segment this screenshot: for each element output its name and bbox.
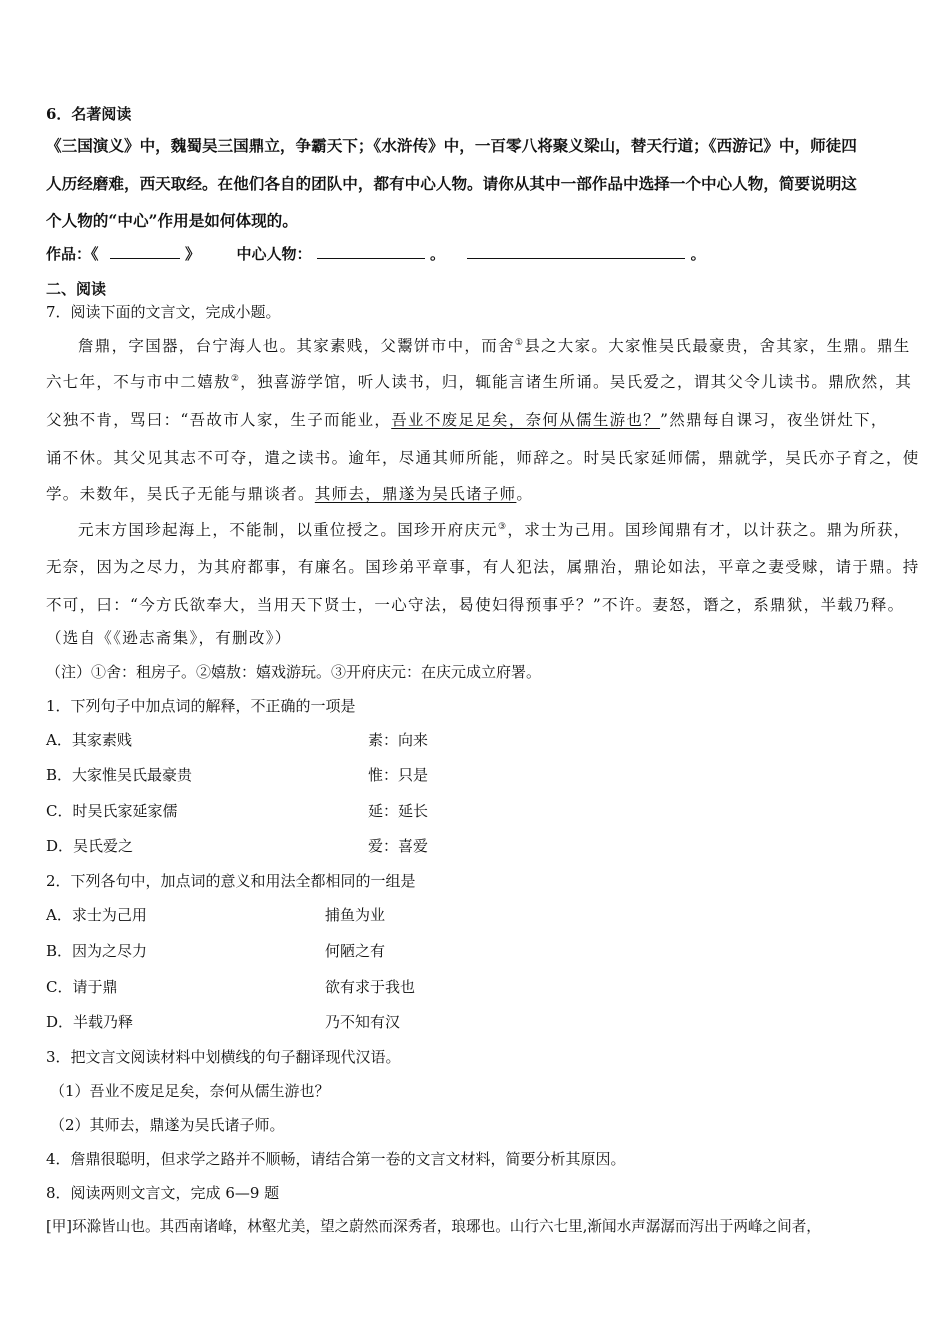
option-text: 因为之尽力 bbox=[72, 942, 148, 960]
sub3-sentence-1: （1）吾业不废足足矣，奈何从儒生游也？ bbox=[50, 1082, 330, 1100]
sub1-option-a[interactable] bbox=[46, 730, 906, 750]
sub2-option-b[interactable] bbox=[46, 941, 906, 961]
option-gloss: 惟：只是 bbox=[368, 766, 429, 784]
text: 元末方国珍起海上，不能制，以重位授之。国珍开府庆元 bbox=[78, 521, 499, 539]
passage-p1-line4: 诵不休。其父见其志不可夺，遣之读书。逾年，尽通其师所能，师辞之。时吴氏家延师儒，鼎就学，吴氏亦子育之，使 bbox=[46, 449, 920, 467]
option-text: 其家素贱 bbox=[71, 731, 132, 749]
period-2: 。 bbox=[690, 245, 706, 263]
passage-p2-line1 bbox=[78, 520, 911, 540]
text: 县之大家。大家惟吴氏最豪贵，舍其家，生鼎。鼎生 bbox=[524, 337, 911, 355]
text: 詹鼎，字国器，台宁海人也。其家素贱，父鬻饼市中，而舍 bbox=[78, 337, 515, 355]
passage-p1-line1 bbox=[78, 336, 911, 356]
sub3-question: 3．把文言文阅读材料中划横线的句子翻译现代汉语。 bbox=[46, 1048, 401, 1066]
sub2-option-d[interactable] bbox=[46, 1012, 906, 1032]
option-gloss: 延：延长 bbox=[368, 802, 429, 820]
option-label: D． bbox=[46, 837, 74, 855]
passage-p2-line2: 无奈，因为之尽力，为其府都事，有廉名。国珍弟平章事，有人犯法，属鼎治，鼎论如法，平章之妻受赇，请于鼎。持 bbox=[46, 558, 920, 576]
q6-prompt-line2: 人历经磨难，西天取经。在他们各自的团队中，都有中心人物。请你从其中一部作品中选择一个中心人物，简要说明这 bbox=[46, 174, 857, 193]
option-text: 吴氏爱之 bbox=[73, 837, 134, 855]
option-text: 大家惟吴氏最豪贵 bbox=[72, 766, 193, 784]
option-label: C． bbox=[46, 978, 73, 996]
option-text: 时吴氏家延家儒 bbox=[72, 802, 178, 820]
text: 六七年，不与市中二嬉敖 bbox=[46, 373, 231, 391]
sub1-option-d[interactable] bbox=[46, 836, 906, 856]
text: ，独喜游学馆，听人读书，归，辄能言诸生所诵。吴氏爱之，谓其父令儿读书。鼎欣然，其 bbox=[240, 373, 913, 391]
option-text: 请于鼎 bbox=[72, 978, 118, 996]
option-pair: 乃不知有汉 bbox=[325, 1013, 401, 1031]
option-pair: 何陋之有 bbox=[325, 942, 386, 960]
sub2-option-a[interactable] bbox=[46, 905, 906, 925]
text: 父独不肯，骂曰：“吾故市人家，生子而能业， bbox=[46, 411, 392, 429]
option-label: C． bbox=[46, 802, 73, 820]
work-blank[interactable] bbox=[110, 244, 180, 259]
passage-notes: （注）①舍：租房子。②嬉敖：嬉戏游玩。③开府庆元：在庆元成立府署。 bbox=[46, 663, 542, 681]
sub2-question: 2．下列各句中，加点词的意义和用法全都相同的一组是 bbox=[46, 872, 416, 890]
option-label: D． bbox=[46, 1013, 74, 1031]
q6-prompt-line1: 《三国演义》中，魏蜀吴三国鼎立，争霸天下；《水浒传》中，一百零八将聚义梁山，替天行道；《西游记》中，师徒四 bbox=[46, 136, 857, 155]
passage-p1-line5 bbox=[46, 484, 533, 504]
sub1-option-b[interactable] bbox=[46, 765, 906, 785]
q8-intro: 8．阅读两则文言文，完成 6—9 题 bbox=[46, 1184, 280, 1202]
option-text: 求士为己用 bbox=[71, 906, 147, 924]
passage-p2-line3: 不可，曰：“今方氏欲奉大，当用天下贤士，一心守法，曷使妇得预事乎？”不许。妻怒，谮之，系鼎狱，半载乃释。 bbox=[46, 596, 905, 614]
work-label: 作品：《 bbox=[46, 245, 99, 263]
text: ”然鼎每自课习，夜坐饼灶下， bbox=[660, 411, 888, 429]
passage-p1-line2 bbox=[46, 372, 912, 392]
option-text: 半载乃释 bbox=[73, 1013, 134, 1031]
option-gloss: 爱：喜爱 bbox=[368, 837, 429, 855]
q6-prompt-line3: 个人物的“中心”作用是如何体现的。 bbox=[46, 211, 298, 230]
sub1-question: 1．下列句子中加点词的解释，不正确的一项是 bbox=[46, 697, 356, 715]
center-person-label: 中心人物： bbox=[236, 245, 312, 263]
q6-heading: 6．名著阅读 bbox=[46, 105, 132, 123]
underlined-sentence-1: 吾业不废足足矣，奈何从儒生游也？ bbox=[391, 411, 661, 429]
text: 。 bbox=[516, 485, 534, 503]
option-label: B． bbox=[46, 766, 73, 784]
sub4-question: 4．詹鼎很聪明，但求学之路并不顺畅，请结合第一卷的文言文材料，简要分析其原因。 bbox=[46, 1150, 626, 1168]
text: 学。未数年，吴氏子无能与鼎谈者。 bbox=[46, 485, 315, 503]
explanation-blank[interactable] bbox=[467, 244, 685, 259]
sub3-sentence-2: （2）其师去，鼎遂为吴氏诸子师。 bbox=[50, 1116, 285, 1134]
underlined-sentence-2: 其师去，鼎遂为吴氏诸子师 bbox=[314, 485, 517, 503]
q8-passage-jia: [甲]环滁皆山也。其西南诸峰，林壑尤美，望之蔚然而深秀者，琅琊也。山行六七里,渐闻水声潺潺而泻出于两峰之间者， bbox=[46, 1218, 821, 1235]
sub1-option-c[interactable] bbox=[46, 801, 906, 821]
option-label: A． bbox=[46, 906, 72, 924]
footnote-mark: ③ bbox=[498, 522, 508, 532]
period-1: 。 bbox=[429, 245, 445, 263]
work-close: 》 bbox=[184, 245, 200, 263]
q7-intro: 7．阅读下面的文言文，完成小题。 bbox=[46, 303, 281, 321]
option-gloss: 素：向来 bbox=[368, 731, 429, 749]
option-pair: 欲有求于我也 bbox=[325, 978, 416, 996]
option-pair: 捕鱼为业 bbox=[325, 906, 386, 924]
center-person-blank[interactable] bbox=[317, 244, 425, 259]
option-label: B． bbox=[46, 942, 73, 960]
text: ，求士为己用。国珍闻鼎有才，以计获之。鼎为所获， bbox=[507, 521, 911, 539]
footnote-mark: ② bbox=[230, 374, 241, 384]
sub2-option-c[interactable] bbox=[46, 977, 906, 997]
footnote-mark: ① bbox=[514, 338, 525, 348]
option-label: A． bbox=[46, 731, 72, 749]
passage-source: （选自《《逊志斋集》，有删改》） bbox=[46, 629, 292, 647]
section-heading: 二、阅读 bbox=[46, 280, 107, 298]
q6-answer-line bbox=[46, 244, 706, 264]
passage-p1-line3 bbox=[46, 410, 888, 430]
